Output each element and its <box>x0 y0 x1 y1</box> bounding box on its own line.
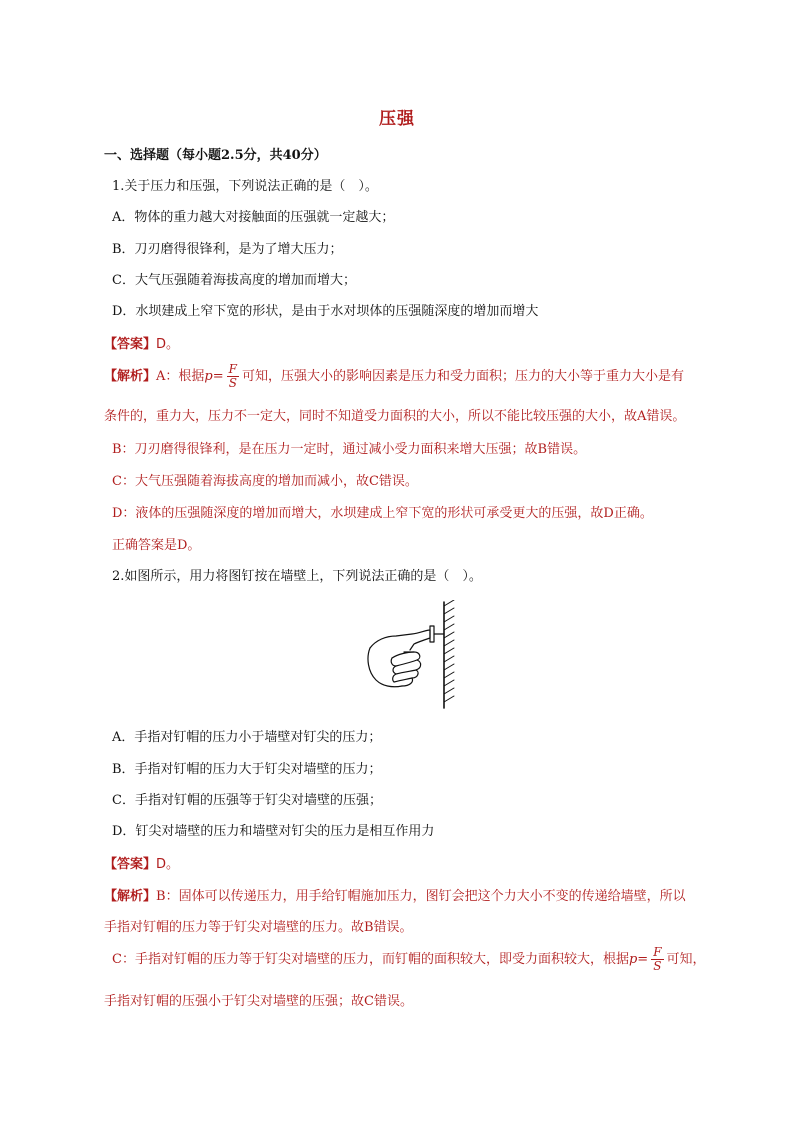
question-1-option-c: C．大气压强随着海拔高度的增加而增大； <box>112 273 356 288</box>
answer-value: D。 <box>156 857 180 872</box>
answer-tag: 【答案】 <box>104 337 157 352</box>
question-1-analysis-a-line2: 条件的，重力大，压力不一定大，同时不知道受力面积的大小，所以不能比较压强的大小，故A错误。 <box>104 409 686 424</box>
question-1-analysis-c: C：大气压强随着海拔高度的增加而减小，故C错误。 <box>112 474 418 489</box>
formula-eq: = <box>212 369 224 384</box>
question-1-analysis-d: D：液体的压强随深度的增加而增大，水坝建成上窄下宽的形状可承受更大的压强，故D正确。 <box>112 506 653 521</box>
question-1-option-d: D．水坝建成上窄下宽的形状，是由于水对坝体的压强随深度的增加而增大 <box>112 304 539 319</box>
question-2-option-a: A．手指对钉帽的压力小于墙壁对钉尖的压力； <box>112 730 382 745</box>
analysis-c-prefix: C：手指对钉帽的压力等于钉尖对墙壁的压力，而钉帽的面积较大，即受力面积较大，根据 <box>112 952 629 967</box>
formula-numerator: F <box>653 945 662 959</box>
hand-pressing-thumbtack-illustration <box>362 600 472 712</box>
question-2-option-c: C．手指对钉帽的压强等于钉尖对墙壁的压强； <box>112 793 382 808</box>
page-title: 压强 <box>379 109 415 129</box>
question-1-answer <box>104 335 179 355</box>
section-heading: 一、选择题（每小题2.5分，共40分） <box>104 148 327 163</box>
question-1-correct-answer: 正确答案是D。 <box>112 538 201 553</box>
question-1-option-a: A．物体的重力越大对接触面的压强就一定越大； <box>112 210 395 225</box>
formula-fraction <box>651 946 663 973</box>
answer-value: D。 <box>156 337 180 352</box>
question-2-option-b: B．手指对钉帽的压力大于钉尖对墙壁的压力； <box>112 762 382 777</box>
analysis-a-suffix: 可知，压强大小的影响因素是压力和受力面积；压力的大小等于重力大小是有 <box>241 369 684 384</box>
answer-tag: 【答案】 <box>104 857 157 872</box>
question-1-analysis-b: B：刀刃磨得很锋利，是在压力一定时，通过减小受力面积来增大压强；故B错误。 <box>112 442 587 457</box>
analysis-c-suffix: 可知， <box>666 952 706 967</box>
question-2-stem: 2.如图所示，用力将图钉按在墙壁上，下列说法正确的是（ ）。 <box>112 569 482 584</box>
formula-p: p <box>204 369 213 384</box>
question-1-stem: 1.关于压力和压强，下列说法正确的是（ ）。 <box>112 179 378 194</box>
formula-denominator: S <box>653 959 662 973</box>
formula-fraction <box>227 363 239 390</box>
analysis-b-line1: B：固体可以传递压力，用手给钉帽施加压力，图钉会把这个力大小不变的传递给墙壁，所以 <box>156 889 686 904</box>
formula-p: p <box>628 952 638 967</box>
question-2-option-d: D．钉尖对墙壁的压力和墙壁对钉尖的压力是相互作用力 <box>112 824 435 839</box>
question-2-analysis-b <box>104 887 686 907</box>
analysis-tag: 【解析】 <box>104 889 157 904</box>
formula-eq: = <box>637 952 649 967</box>
question-2-analysis-c <box>112 945 706 975</box>
question-1-analysis-a <box>104 362 684 392</box>
analysis-tag: 【解析】 <box>104 369 157 384</box>
question-2-analysis-c-line2: 手指对钉帽的压强小于钉尖对墙壁的压强；故C错误。 <box>104 994 413 1009</box>
formula-denominator: S <box>228 376 237 390</box>
question-1-option-b: B．刀刃磨得很锋利，是为了增大压力； <box>112 242 343 257</box>
analysis-a-prefix: A：根据 <box>156 369 205 384</box>
formula-numerator: F <box>228 362 237 376</box>
question-2-answer <box>104 855 179 875</box>
question-2-analysis-b-line2: 手指对钉帽的压力等于钉尖对墙壁的压力。故B错误。 <box>104 920 413 935</box>
